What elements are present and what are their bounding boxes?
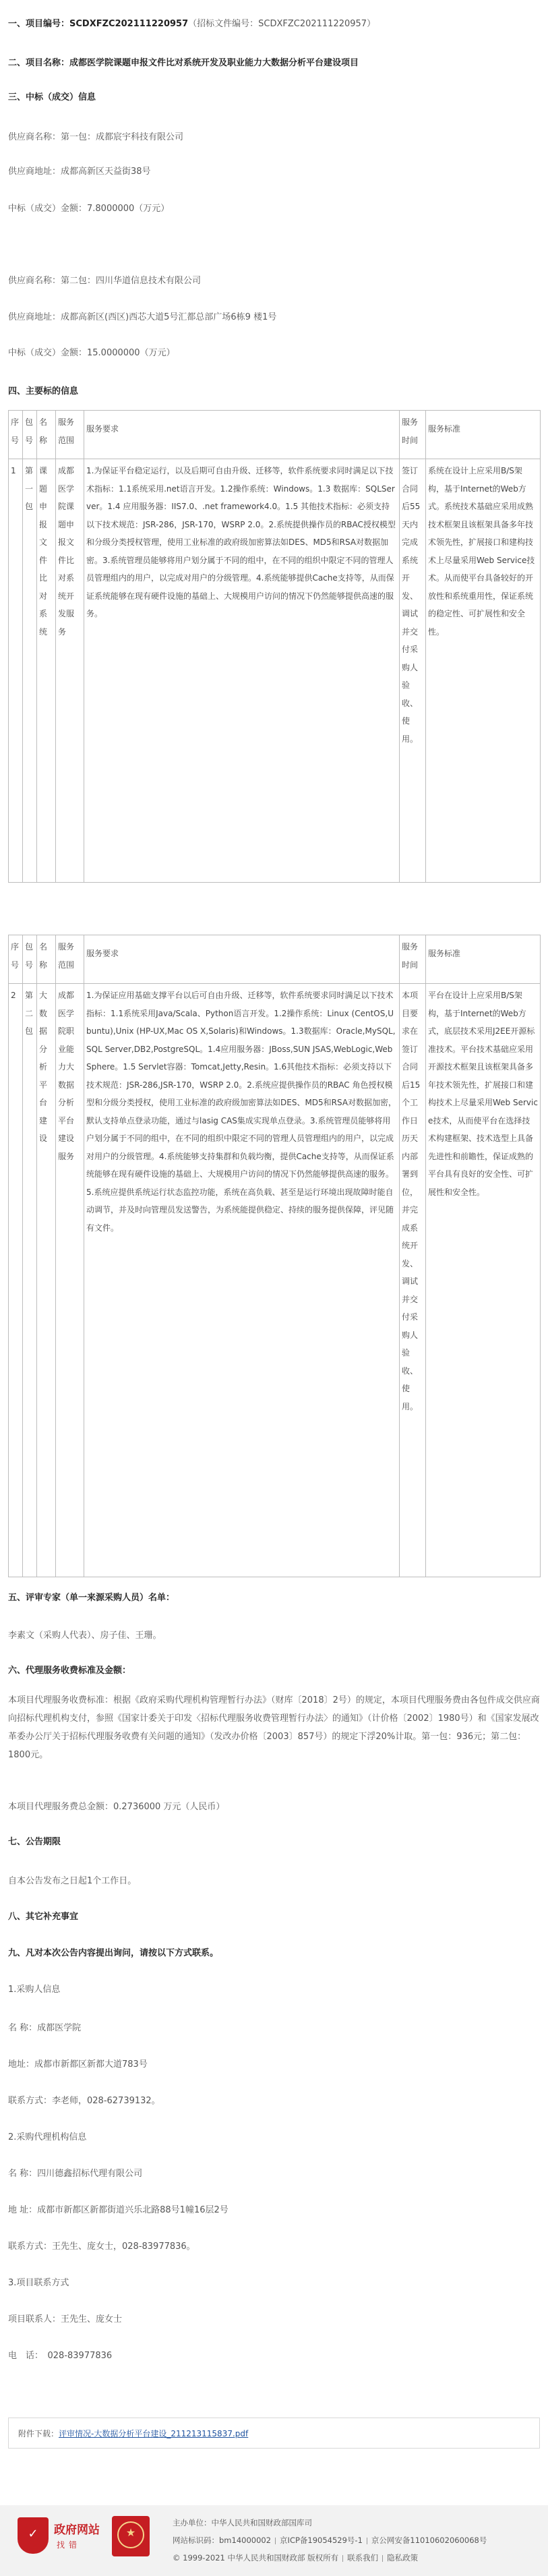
- package1-amount: 中标（成交）金额：7.8000000（万元）: [8, 204, 170, 214]
- header-scope: 服务范围: [56, 935, 84, 984]
- cell-no: 1: [9, 459, 23, 883]
- find-error-logo[interactable]: [18, 2516, 105, 2556]
- header-req: 服务要求: [84, 935, 400, 984]
- footer-sponsor: 主办单位：中华人民共和国财政部国库司: [173, 2518, 312, 2527]
- header-pkg: 包号: [23, 411, 37, 459]
- agency-name: 名 称：四川德鑫招标代理有限公司: [8, 2169, 143, 2179]
- header-pkg: 包号: [23, 935, 37, 984]
- package2-amount: 中标（成交）金额：15.0000000（万元）: [8, 348, 175, 358]
- contact-us-link[interactable]: 联系我们: [347, 2553, 379, 2563]
- items-table-package1: [8, 410, 541, 883]
- attachment-link[interactable]: 评审情况-大数据分析平台建设_211213115837.pdf: [59, 2429, 249, 2438]
- cell-req: 1.为保证平台稳定运行，以及后期可自由升级、迁移等，软件系统要求同时满足以下技术指标：1.1系统采用.net语言开发。1.2操作系统：Windows。1.3 数据库：SQLServer。1.4 应用服务器：IIS7.0、.net framework4.0。1.5 其他技术指标：必须支持以下技术规范：JSR-286，JSR-170，WSRP 2.0。2.系统提供操作员的RBAC授权模型和分级分类授权管理，使用工业标准的政府级加密算法如DES、MD5和RSA对数据加密。3.系统管理员能够将用户划分属于不同的组中，在不同的组织中限定不同的管理人员管理组内的用户，以完成对用户的分级管理。4.系统能够提供Cache支持等，从而保证系统能够在现有硬件设施的基础上、大规模用户访问的情况下仍然能够提供高速的服务。: [84, 459, 400, 883]
- cell-scope: 成都医学院职业能力大数据分析平台建设服务: [56, 984, 84, 1577]
- notice-period-text: 自本公告发布之日起1个工作日。: [8, 1876, 137, 1886]
- project-name: 二、项目名称：成都医学院课题申报文件比对系统开发及职业能力大数据分析平台建设项目: [8, 58, 359, 68]
- fee-amount: 本项目代理服务费总金额：0.2736000 万元（人民币）: [8, 1802, 225, 1812]
- cell-std: 平台在设计上应采用B/S架构，基于Internet的Web方式，底层技术采用J2EE开源标准技术。平台技术基础应采用开源技术框架且该框架具备多年技术领先性，扩展接口和建构技术上尽量采用Web Service技术，从而使平台在选择技术构建框架、技术选型上具备先进性和前瞻性，保证成熟的平台具有良好的安全性、可扩展性和安全性。: [426, 984, 541, 1577]
- shield-icon: ✓: [18, 2517, 49, 2554]
- project-contact-phone: 电 话： 028-83977836: [8, 2351, 113, 2361]
- agency-address: 地 址：成都市新都区新都街道兴乐北路88号1幢16层2号: [8, 2205, 229, 2215]
- project-contact-title: 3.项目联系方式: [8, 2278, 69, 2288]
- experts-list: 李素文（采购人代表）、房子佳、王珊。: [8, 1631, 162, 1641]
- package2-supplier: 供应商名称：第二包：四川华道信息技术有限公司: [8, 276, 202, 286]
- purchaser-title: 1.采购人信息: [8, 1985, 61, 1995]
- purchaser-name: 名 称：成都医学院: [8, 2023, 82, 2033]
- project-contact-person: 项目联系人：王先生、庞女士: [8, 2314, 123, 2324]
- header-scope: 服务范围: [56, 411, 84, 459]
- purchaser-address: 地址：成都市新都区新都大道783号: [8, 2059, 148, 2070]
- logo-title: 政府网站: [54, 2523, 100, 2537]
- icp-link[interactable]: 京ICP备19054529号-1: [280, 2536, 363, 2545]
- package1-supplier: 供应商名称：第一包：成都宸宇科技有限公司: [8, 132, 184, 142]
- cell-pkg: 第一包: [23, 459, 37, 883]
- site-code: bm14000002: [219, 2536, 272, 2545]
- project-number: 一、项目编号：SCDXFZC202111220957（招标文件编号：SCDXFZC202111220957）: [8, 19, 376, 29]
- header-time: 服务时间: [400, 935, 426, 984]
- purchaser-contact: 联系方式：李老师，028-62739132。: [8, 2096, 160, 2106]
- header-std: 服务标准: [426, 935, 541, 984]
- header-name: 名称: [37, 935, 56, 984]
- cell-std: 系统在设计上应采用B/S架构，基于Internet的Web方式。系统技术基础应采用成熟技术框架且该框架具备多年技术领先性，扩展接口和建构技术上尽量采用Web Service技术。从而使平台具备较好的开放性和系统重用性，保证系统的稳定性、可扩展性和安全性。: [426, 459, 541, 883]
- cell-name: 大数据分析平台建设: [37, 984, 56, 1577]
- section-award-title: 三、中标（成交）信息: [8, 92, 96, 103]
- section-notice-period-title: 七、公告期限: [8, 1837, 61, 1847]
- package2-address: 供应商地址：成都高新区(西区)西芯大道5号汇都总部广场6栋9 楼1号: [8, 312, 277, 322]
- package1-address: 供应商地址：成都高新区天益街38号: [8, 167, 151, 177]
- footer-copyright-line: [173, 2552, 418, 2563]
- section-items-title: 四、主要标的信息: [8, 386, 79, 397]
- table-header-row: [9, 935, 541, 984]
- header-time: 服务时间: [400, 411, 426, 459]
- party-emblem-logo[interactable]: [112, 2516, 150, 2556]
- table-row: [9, 984, 541, 1577]
- section-experts-title: 五、评审专家（单一来源采购人员）名单：: [8, 1593, 175, 1603]
- agency-title: 2.采购代理机构信息: [8, 2132, 87, 2142]
- site-code-label: 网站标识码：: [173, 2536, 219, 2545]
- cell-name: 课题申报文件比对系统: [37, 459, 56, 883]
- site-footer: [0, 2505, 548, 2576]
- footer-registration: [173, 2535, 487, 2546]
- attachment-box: [8, 2418, 540, 2449]
- cell-pkg: 第二包: [23, 984, 37, 1577]
- header-req: 服务要求: [84, 411, 400, 459]
- header-name: 名称: [37, 411, 56, 459]
- items-table-package2: [8, 935, 541, 1577]
- header-std: 服务标准: [426, 411, 541, 459]
- logo-subtitle: 找错: [57, 2540, 82, 2550]
- cell-time: 本项目要求在签订合同后15个工作日历天内部署到位，并完成系统开发、调试并交付采购人验收、使用。: [400, 984, 426, 1577]
- attachment-label: 附件下载：: [18, 2429, 59, 2438]
- header-no: 序号: [9, 935, 23, 984]
- attachment-line: [18, 2428, 248, 2439]
- star-icon: ★: [125, 2526, 136, 2539]
- table-row: [9, 459, 541, 883]
- cell-no: 2: [9, 984, 23, 1577]
- copyright: © 1999-2021 中华人民共和国财政部 版权所有: [173, 2553, 339, 2563]
- fee-text: 本项目代理服务收费标准：根据《政府采购代理机构管理暂行办法》（财库〔2018〕2号）的规定，本项目代理服务费由各包件成交供应商向招标代理机构支付，参照《国家计委关于印发〈招标代理服务收费管理暂行办法〉的通知》（计价格〔2002〕1980号）和《国家发展改革委办公厅关于招标代理服务收费有关问题的通知》（发改办价格〔2003〕857号）的规定下浮20%计取。第一包：936元；第二包：1800元。: [8, 1695, 540, 1760]
- cell-req: 1.为保证应用基础支撑平台以后可自由升级、迁移等，软件系统要求同时满足以下技术指标：1.1系统采用Java/Scala、Python语言开发。1.2操作系统：Linux (CentOS,Ubuntu),Unix (HP-UX,Mac OS X,Solaris)和Windows。1.3数据库：Oracle,MySQL,SQL Server,DB2,PostgreSQL。1.4应用服务器：JBoss,SUN JSAS,WebLogic,WebSphere。1.5 Servlet容器：Tomcat,Jetty,Resin。1.6其他技术指标：必须支持以下技术规范：JSR-286,JSR-170，WSRP 2.0。2.系统应提供操作员的RBAC 角色授权模型和分级分类授权，使用工业标准的政府级加密算法如DES、MD5和RSA对数据加密，默认支持单点登录功能，通过与lasig CAS集成实现单点登录。3.系统管理员能够将用户划分属于不同的组中，在不同的组织中限定不同的管理人员管理组内的用户，以完成对用户的分级管理。4.系统能够支持集群和负载均衡，提供Cache支持等，从而保证系统能够在现有硬件设施的基础上、大规模用户访问的情况下仍然能够提供高速的服务。5.系统应提供系统运行状态监控功能，系统在高负载、甚至是运行环境出现故障时能自动调节，并及时向管理员发送警告，为系统能提供稳定、持续的服务提供保障，评见随有文件。: [84, 984, 400, 1577]
- section-fee-title: 六、代理服务收费标准及金额：: [8, 1666, 131, 1676]
- header-no: 序号: [9, 411, 23, 459]
- cell-scope: 成都医学院课题申报文件比对系统开发服务: [56, 459, 84, 883]
- section-supplement-title: 八、其它补充事宜: [8, 1912, 79, 1922]
- cell-time: 签订合同后55天内完成系统开发、调试并交付采购人验收、使用。: [400, 459, 426, 883]
- agency-contact: 联系方式：王先生、庞女士，028-83977836。: [8, 2242, 195, 2252]
- privacy-link[interactable]: 隐私政策: [387, 2553, 419, 2563]
- police-record-link[interactable]: 京公网安备11010602060068号: [371, 2536, 487, 2545]
- table-header-row: [9, 411, 541, 459]
- section-contact-title: 九、凡对本次公告内容提出询问，请按以下方式联系。: [8, 1948, 219, 1958]
